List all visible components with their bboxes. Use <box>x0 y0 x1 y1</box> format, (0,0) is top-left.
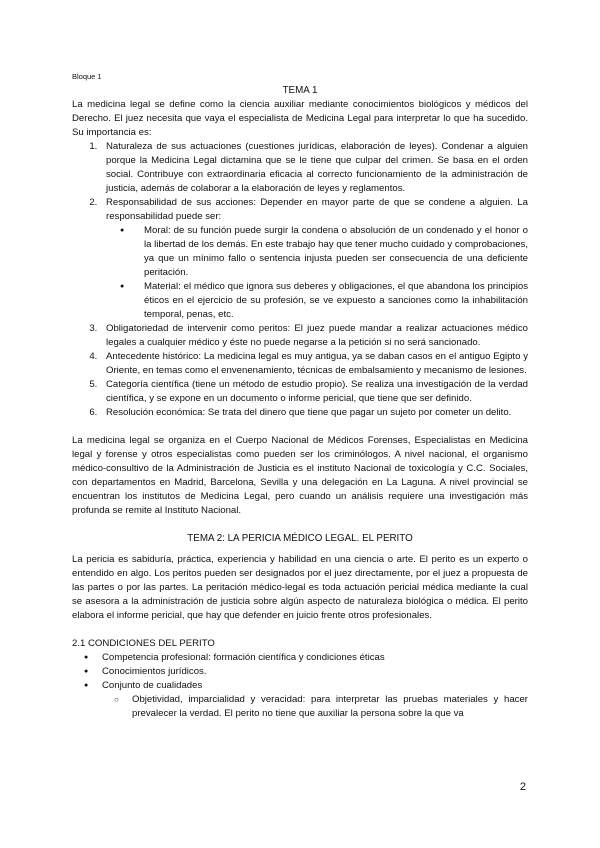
list-item: ● Moral: de su función puede surgir la condena o absolución de un condenado y el honor o la libertad de los demás. En este trabajo hay que tener mucho cuidado y comprobaciones, ya que un mínimo fallo o sentencia injusta pueden ser consecuencia de una deficiente peritación. <box>138 224 528 280</box>
importance-list <box>72 140 528 420</box>
page-number: 2 <box>519 781 526 793</box>
organization-paragraph: La medicina legal se organiza en el Cuerpo Nacional de Médicos Forenses, Especialistas en Medicina legal y forense y otros especialistas como pueden ser los criminólogos. A nivel nacional, el organismo médico-consultivo de la Administración de Justicia es el instituto Nacional de toxicología y C.C. Sociales, con departamentos en Madrid, Barcelona, Sevilla y una delegación en La Laguna. A nivel provincial se encuentran los institutos de Medicina Legal, pero cuando un análisis requiere una investigación más profunda se remite al Instituto Nacional. <box>72 435 528 516</box>
list-item: ● Conjunto de cualidades ○ Objetividad, imparcialidad y veracidad: para interpretar las pruebas materiales y hacer prevalecer la verdad. El perito no tiene que auxiliar la persona sobre la que va <box>98 679 528 721</box>
list-item: 1. Naturaleza de sus actuaciones (cuestiones jurídicas, elaboración de leyes). Condenar a alguien porque la Medicina Legal dictamina que se le tiene que culpar del crimen. Se basa en el orden social. Contribuye con extraordinaria eficacia al correcto funcionamiento de la administración de justicia, además de colaborar a la elaboración de leyes y reglamentos. <box>100 140 528 196</box>
list-item: 6. Resolución económica: Se trata del dinero que tiene que pagar un sujeto por cometer un delito. <box>100 406 528 420</box>
list-item: ● Competencia profesional: formación científica y condiciones éticas <box>98 651 528 665</box>
list-item: 5. Categoría científica (tiene un método de estudio propio). Se realiza una investigación de la verdad científica, y se expone en un documento o informe pericial, que tiene que ser definido. <box>100 378 528 406</box>
tema1-title: TEMA 1 <box>282 85 318 96</box>
tema2-title: TEMA 2: LA PERICIA MÉDICO LEGAL. EL PERITO <box>187 533 413 544</box>
pericia-paragraph: La pericia es sabiduría, práctica, experiencia y habilidad en una ciencia o arte. El perito es un experto o entendido en algo. Los peritos pueden ser designados por el juez directamente, por el juez a propuesta de las partes o por las partes. La peritación médico-legal es toda actuación pericial médica mediante la cual se asesora a la administración de justicia sobre algún aspecto de naturaleza biológica o médica. El perito elabora el informe pericial, que hay que defender en juicio frente otros profesionales. <box>72 554 528 621</box>
block-label: Bloque 1 <box>72 72 102 81</box>
section-heading: 2.1 CONDICIONES DEL PERITO <box>72 638 215 649</box>
list-item: 2. Responsabilidad de sus acciones: Depender en mayor parte de que se condene a alguien. La responsabilidad puede ser: ● Moral: de su función puede surgir la condena o absolución de un condenado y el honor o la libertad de los demás. En este trabajo hay que tener mucho cuidado y comprobaciones, ya que un mínimo fallo o sentencia injusta pueden ser consecuencia de una deficiente peritación. ● Material: el médico que ignora sus deberes y obligaciones, el que abandona los principios éticos en el ejercicio de su profesión, se ve expuesto a sanciones como la inhabilitación temporal, penas, etc. <box>100 196 528 322</box>
list-item: ● Material: el médico que ignora sus deberes y obligaciones, el que abandona los principios éticos en el ejercicio de su profesión, se ve expuesto a sanciones como la inhabilitación temporal, penas, etc. <box>138 280 528 322</box>
list-item: ○ Objetividad, imparcialidad y veracidad: para interpretar las pruebas materiales y hacer prevalecer la verdad. El perito no tiene que auxiliar la persona sobre la que va <box>128 693 528 721</box>
responsabilidad-sublist <box>106 224 528 322</box>
list-item: 3. Obligatoriedad de intervenir como peritos: El juez puede mandar a realizar actuaciones médico legales a cualquier médico y éste no puede negarse a la petición si no será sancionado. <box>100 322 528 350</box>
document-body <box>72 84 528 721</box>
list-item: 4. Antecedente histórico: La medicina legal es muy antigua, ya se daban casos en el antiguo Egipto y Oriente, en temas como el envenenamiento, técnicas de embalsamiento y mecanismo de lesiones. <box>100 350 528 378</box>
list-item: ● Conocimientos jurídicos. <box>98 665 528 679</box>
tema1-intro: La medicina legal se define como la ciencia auxiliar mediante conocimientos biológicos y médicos del Derecho. El juez necesita que vaya el especialista de Medicina Legal para interpretar lo que ha sucedido. Su importancia es: <box>72 99 528 138</box>
qualities-list <box>102 693 528 721</box>
conditions-list <box>72 651 528 721</box>
